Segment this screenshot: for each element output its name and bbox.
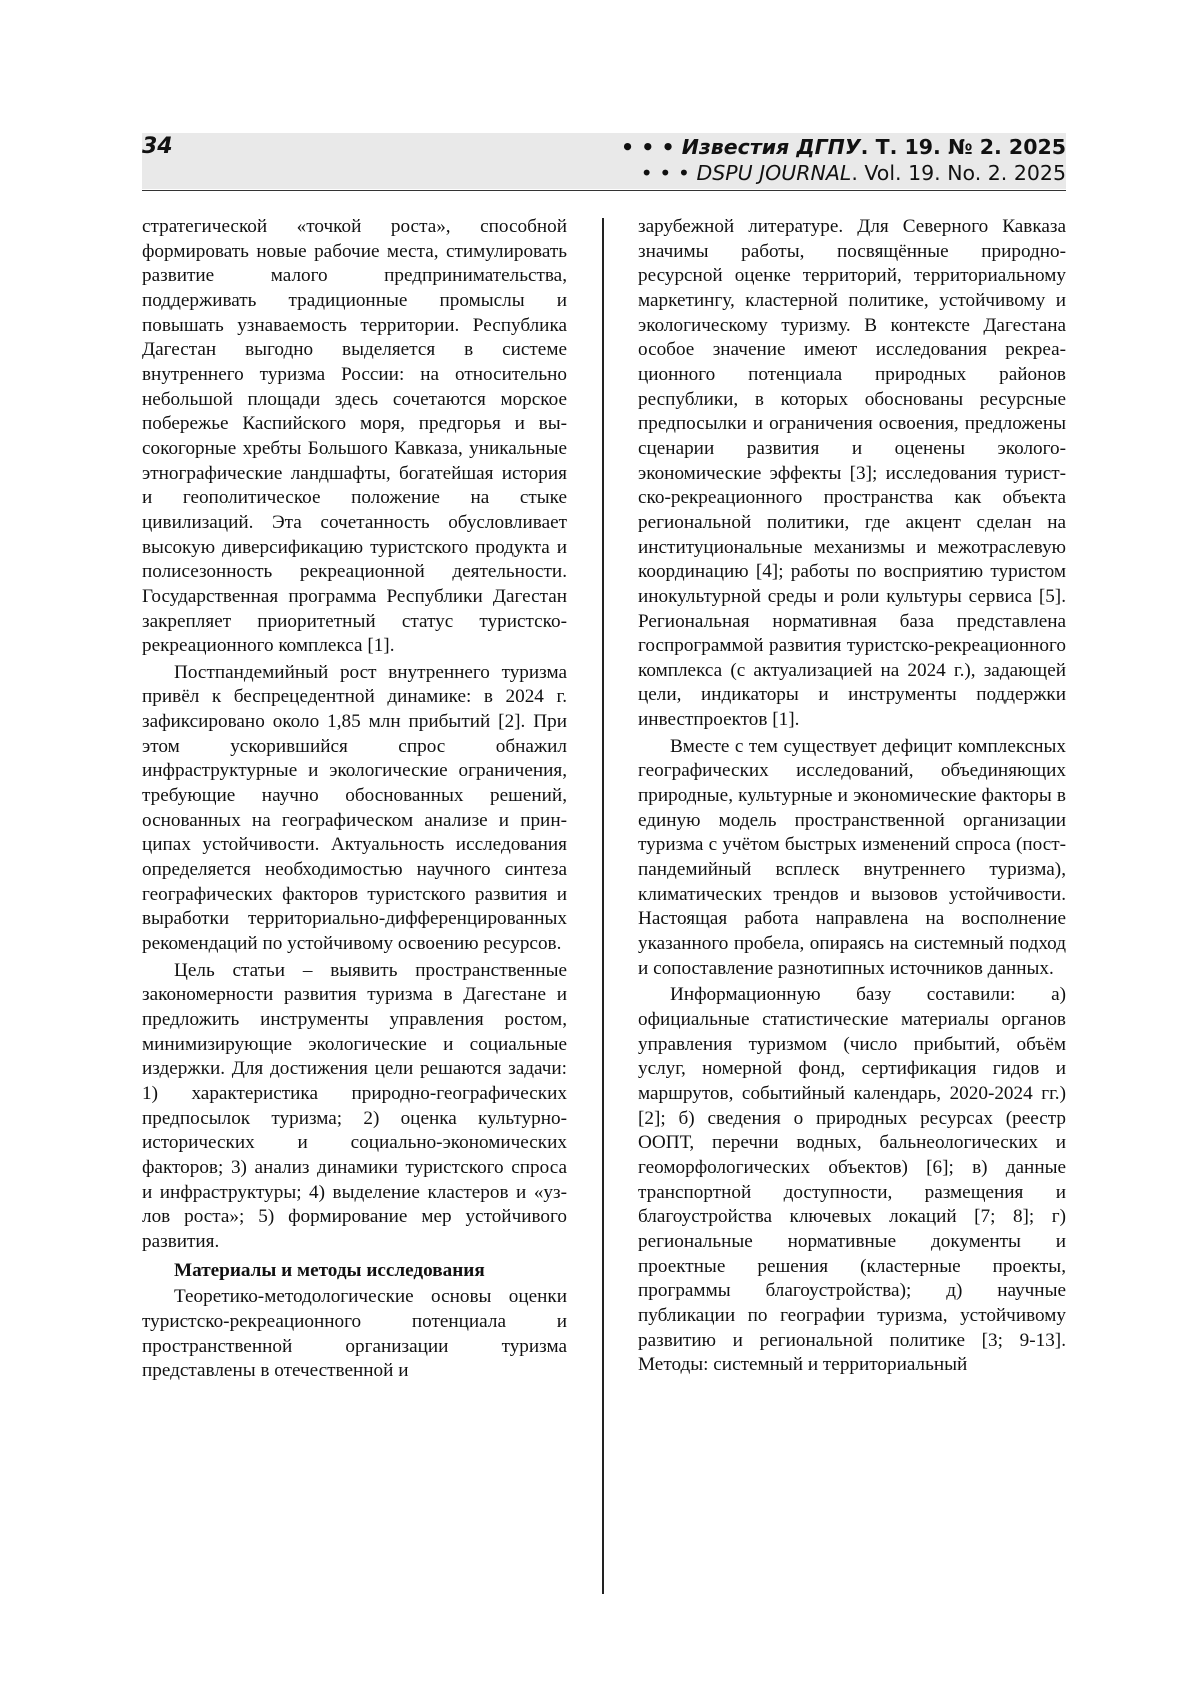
journal-en-name: DSPU JOURNAL	[696, 161, 852, 185]
journal-en-dots: • • •	[640, 161, 697, 185]
journal-ru-name: Известия ДГПУ	[681, 135, 861, 159]
left-paragraph-1: стратегической «точкой роста», способной формировать новые рабочие места, стимулировать развитие малого предпринимательства, поддерживать традиционные промыслы и повышать узнаваемость территории. Республика Дагестан выгодно выделяется в системе внутреннего туризма России: на относительно небольшой площади здесь сочетаются морское побережье Каспийского моря, предгорья и высокогорные хребты Большого Кавказа, уникальные этнографические ландшафты, богатейшая история и геополитическое положение на стыке цивилизаций. Эта сочетанность обусловливает высокую диверсификацию туристского продукта и полисезонность рекреационной деятельности. Государственная программа Республики Дагестан закрепляет приоритетный статус туристско-рекреационного комплекса [1].	[142, 216, 567, 657]
journal-title-ru	[621, 133, 1066, 161]
journal-en-issue: . Vol. 19. No. 2. 2025	[851, 161, 1066, 185]
right-paragraph-1: зарубежной литературе. Для Северного Кавказа значимы работы, посвящённые природно-ресурсной оценке территорий, территориальному маркетингу, кластерной политике, устойчивому и экологическому туризму. В контексте Дагестана особое значение имеют исследования рекреационного потенциала природных районов республики, в которых обоснованы ресурсные предпосылки и ограничения освоения, предложены сценарии развития и оценены эколого-экономические эффекты [3]; исследования туристско-рекреационного пространства как объекта региональной политики, где акцент сделан на институциональные механизмы и межотраслевую координацию [4]; работы по восприятию туристом инокультурной среды и роли культуры сервиса [5]. Региональная нормативная база представлена госпрограммой развития туристско-рекреационного комплекса (с актуализацией на 2024 г.), задающей цели, индикаторы и инструменты поддержки инвестпроектов [1].	[638, 216, 1066, 731]
page-number: 34	[142, 134, 173, 159]
right-column	[638, 215, 1066, 1378]
left-column	[142, 215, 567, 1384]
right-paragraph-3: Информационную базу составили: а) официальные статистические материалы органов управления туризмом (число прибытий, объём услуг, номерной фонд, сертификация гидов и маршрутов, событийный календарь, 2020-2024 гг.) [2]; б) сведения о природных ресурсах (реестр ООПТ, перечни водных, бальнеологических и геоморфологических объектов) [6]; в) данные транспортной доступности, размещения и благоустройства ключевых локаций [7; 8]; г) региональные нормативные документы и проектные решения (кластерные проекты, программы благоустройства); д) научные публикации по географии туризма, устойчивому развитию и региональной политике [3; 9-13]. Методы: системный и территориальный	[638, 984, 1066, 1376]
header-divider	[142, 190, 1066, 191]
journal-title-en	[641, 159, 1066, 187]
left-paragraph-2: Постпандемийный рост внутреннего туризма привёл к беспрецедентной динамике: в 2024 г. зафиксировано около 1,85 млн прибытий [2]. При этом ускорившийся спрос обнажил инфраструктурные и экологические ограничения, требующие научно обоснованных решений, основанных на географическом анализе и принципах устойчивости. Актуальность исследования определяется необходимостью научного синтеза географических факторов туристского развития и выработки территориально-дифференцированных рекомендаций по устойчивому освоению ресурсов.	[142, 661, 567, 955]
journal-ru-issue: . Т. 19. № 2. 2025	[860, 135, 1066, 159]
left-paragraph-3: Цель статьи – выявить пространственные закономерности развития туризма в Дагестане и предложить инструменты управления ростом, минимизирующие экологические и социальные издержки. Для достижения цели решаются задачи: 1) характеристика природно-географических предпосылок туризма; 2) оценка культурно-исторических и социально-экономических факторов; 3) анализ динамики туристского спроса и инфраструктуры; 4) выделение кластеров и «узлов роста»; 5) формирование мер устойчивого развития.	[142, 959, 567, 1252]
left-paragraph-4: Теоретико-методологические основы оценки туристско-рекреационного потенциала и пространственной организации туризма представлены в отечественной и	[142, 1286, 567, 1382]
column-divider	[602, 218, 604, 1594]
right-paragraph-2: Вместе с тем существует дефицит комплексных географических исследований, объединяющих природные, культурные и экономические факторы в единую модель пространственной организации туризма с учётом быстрых изменений спроса (постпандемийный всплеск внутреннего туризма), климатических трендов и вызовов устойчивости. Настоящая работа направлена на восполнение указанного пробела, опираясь на системный подход и сопоставление разнотипных источников данных.	[638, 735, 1066, 979]
journal-ru-dots: • • •	[620, 135, 682, 159]
section-heading: Материалы и методы исследования	[174, 1259, 485, 1281]
